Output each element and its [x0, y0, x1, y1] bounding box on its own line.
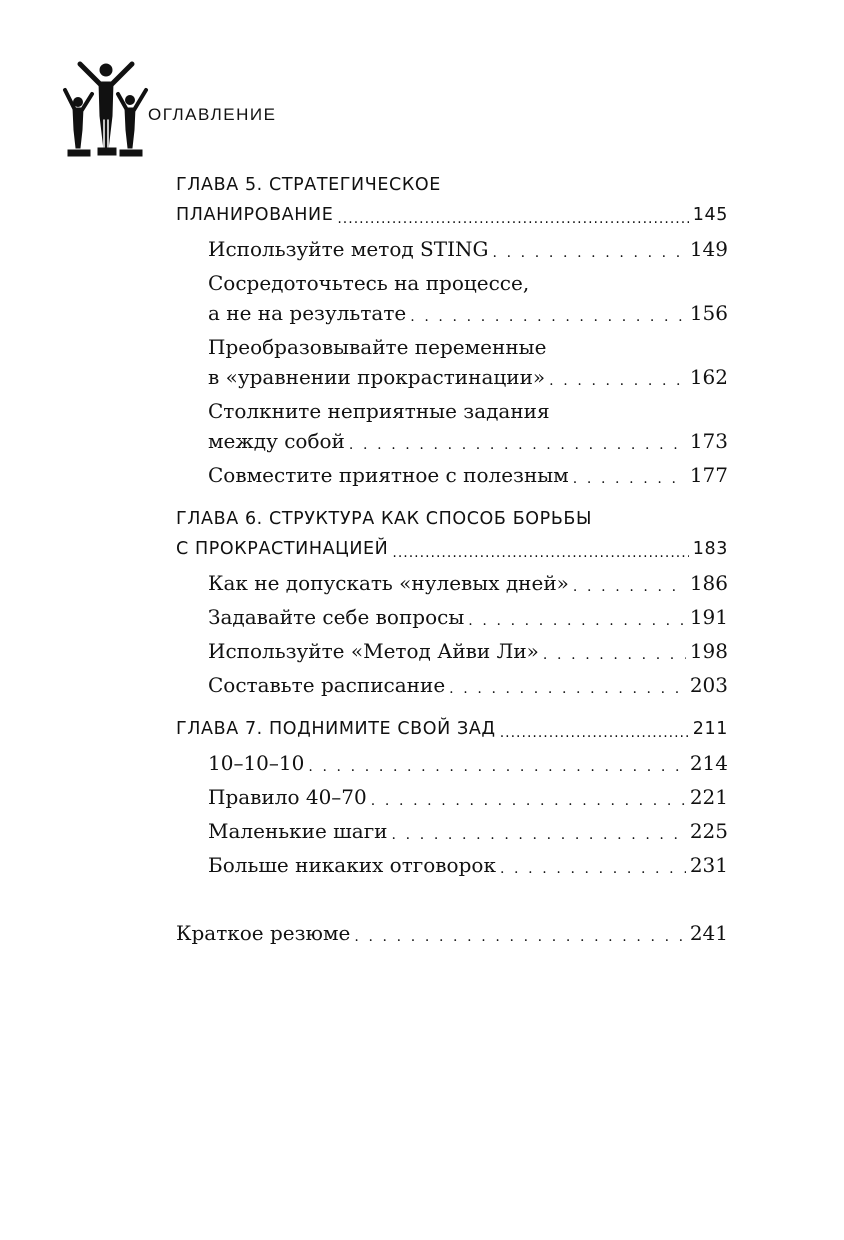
- toc-entry[interactable]: [176, 568, 728, 598]
- page-number: 183: [692, 539, 728, 559]
- page-number: 186: [689, 571, 728, 595]
- leader-dots: [410, 306, 686, 328]
- chapter-7: [176, 714, 728, 880]
- toc-entry[interactable]: [176, 298, 728, 328]
- toc-entry[interactable]: [176, 850, 728, 880]
- entry-title: в «уравнении прокрастинации»: [208, 365, 546, 389]
- page-number: 156: [689, 301, 728, 325]
- page-number: 211: [692, 719, 728, 739]
- entry-title-line: Столкните неприятные задания: [208, 399, 550, 423]
- page-number: 191: [689, 605, 728, 629]
- chapter-title-line: ГЛАВА 5. СТРАТЕГИЧЕСКОЕ: [176, 175, 441, 195]
- toc-entry[interactable]: [176, 816, 728, 846]
- leader-dots: [573, 468, 686, 490]
- page-number: 221: [689, 785, 728, 809]
- entry-title: Используйте «Метод Айви Ли»: [208, 639, 539, 663]
- page-number: 149: [689, 237, 728, 261]
- page-number: 231: [689, 853, 728, 877]
- entry-title-line: Преобразовывайте переменные: [208, 335, 547, 359]
- chapter-title-line: ГЛАВА 7. ПОДНИМИТЕ СВОЙ ЗАД: [176, 719, 496, 739]
- toc-entry[interactable]: [176, 636, 728, 666]
- toc-entry[interactable]: [176, 714, 728, 744]
- entry-title: Составьте расписание: [208, 673, 446, 697]
- toc-entry[interactable]: [176, 426, 728, 456]
- entry-title: Правило 40–70: [208, 785, 367, 809]
- page-number: 214: [689, 751, 728, 775]
- leader-dots: [349, 434, 686, 456]
- page-number: 162: [689, 365, 728, 389]
- entry-title: Краткое резюме: [176, 921, 351, 945]
- toc-entry[interactable]: [176, 782, 728, 812]
- leader-dots: [468, 610, 686, 632]
- entry-title: Маленькие шаги: [208, 819, 388, 843]
- leader-dots: [392, 542, 688, 564]
- entry-title-line: Сосредоточьтесь на процессе,: [208, 271, 530, 295]
- entry-title: 10–10–10: [208, 751, 305, 775]
- leader-dots: [573, 576, 686, 598]
- leader-dots: [543, 644, 686, 666]
- entry-title: Совместите приятное с полезным: [208, 463, 569, 487]
- chapter-title-line: ГЛАВА 6. СТРУКТУРА КАК СПОСОБ БОРЬБЫ: [176, 509, 593, 529]
- page-number: 145: [692, 205, 728, 225]
- entry-title: Больше никаких отговорок: [208, 853, 496, 877]
- toc-entry[interactable]: [176, 670, 728, 700]
- table-of-contents: [176, 170, 728, 948]
- leader-dots: [371, 790, 686, 812]
- entry-title: а не на результате: [208, 301, 407, 325]
- leader-dots: [354, 926, 685, 948]
- page-number: 225: [689, 819, 728, 843]
- toc-entry[interactable]: [176, 362, 728, 392]
- leader-dots: [308, 756, 685, 778]
- page-header: [62, 60, 422, 160]
- page-title: ОГЛАВЛЕНИЕ: [148, 105, 277, 124]
- entry-title: между собой: [208, 429, 345, 453]
- chapter-5: [176, 170, 728, 490]
- three-figures-logo-icon: [62, 60, 154, 158]
- leader-dots: [449, 678, 686, 700]
- leader-dots: [549, 370, 686, 392]
- leader-dots: [500, 858, 686, 880]
- chapter-title-line: ПЛАНИРОВАНИЕ: [176, 205, 334, 225]
- toc-entry[interactable]: [176, 602, 728, 632]
- page-number: 241: [689, 921, 728, 945]
- toc-entry[interactable]: [176, 234, 728, 264]
- leader-dots: [337, 208, 688, 230]
- leader-dots: [392, 824, 686, 846]
- entry-title: Задавайте себе вопросы: [208, 605, 465, 629]
- page-number: 203: [689, 673, 728, 697]
- chapter-title-line: С ПРОКРАСТИНАЦИЕЙ: [176, 539, 389, 559]
- page-number: 173: [689, 429, 728, 453]
- page-number: 177: [689, 463, 728, 487]
- toc-entry-summary[interactable]: [176, 918, 728, 948]
- toc-entry[interactable]: [176, 748, 728, 778]
- leader-dots: [492, 242, 685, 264]
- page-number: 198: [689, 639, 728, 663]
- entry-title: Используйте метод STING: [208, 237, 489, 261]
- toc-entry[interactable]: [176, 200, 728, 230]
- toc-entry[interactable]: [176, 460, 728, 490]
- toc-entry[interactable]: [176, 534, 728, 564]
- chapter-6: [176, 504, 728, 700]
- leader-dots: [500, 722, 689, 744]
- entry-title: Как не допускать «нулевых дней»: [208, 571, 569, 595]
